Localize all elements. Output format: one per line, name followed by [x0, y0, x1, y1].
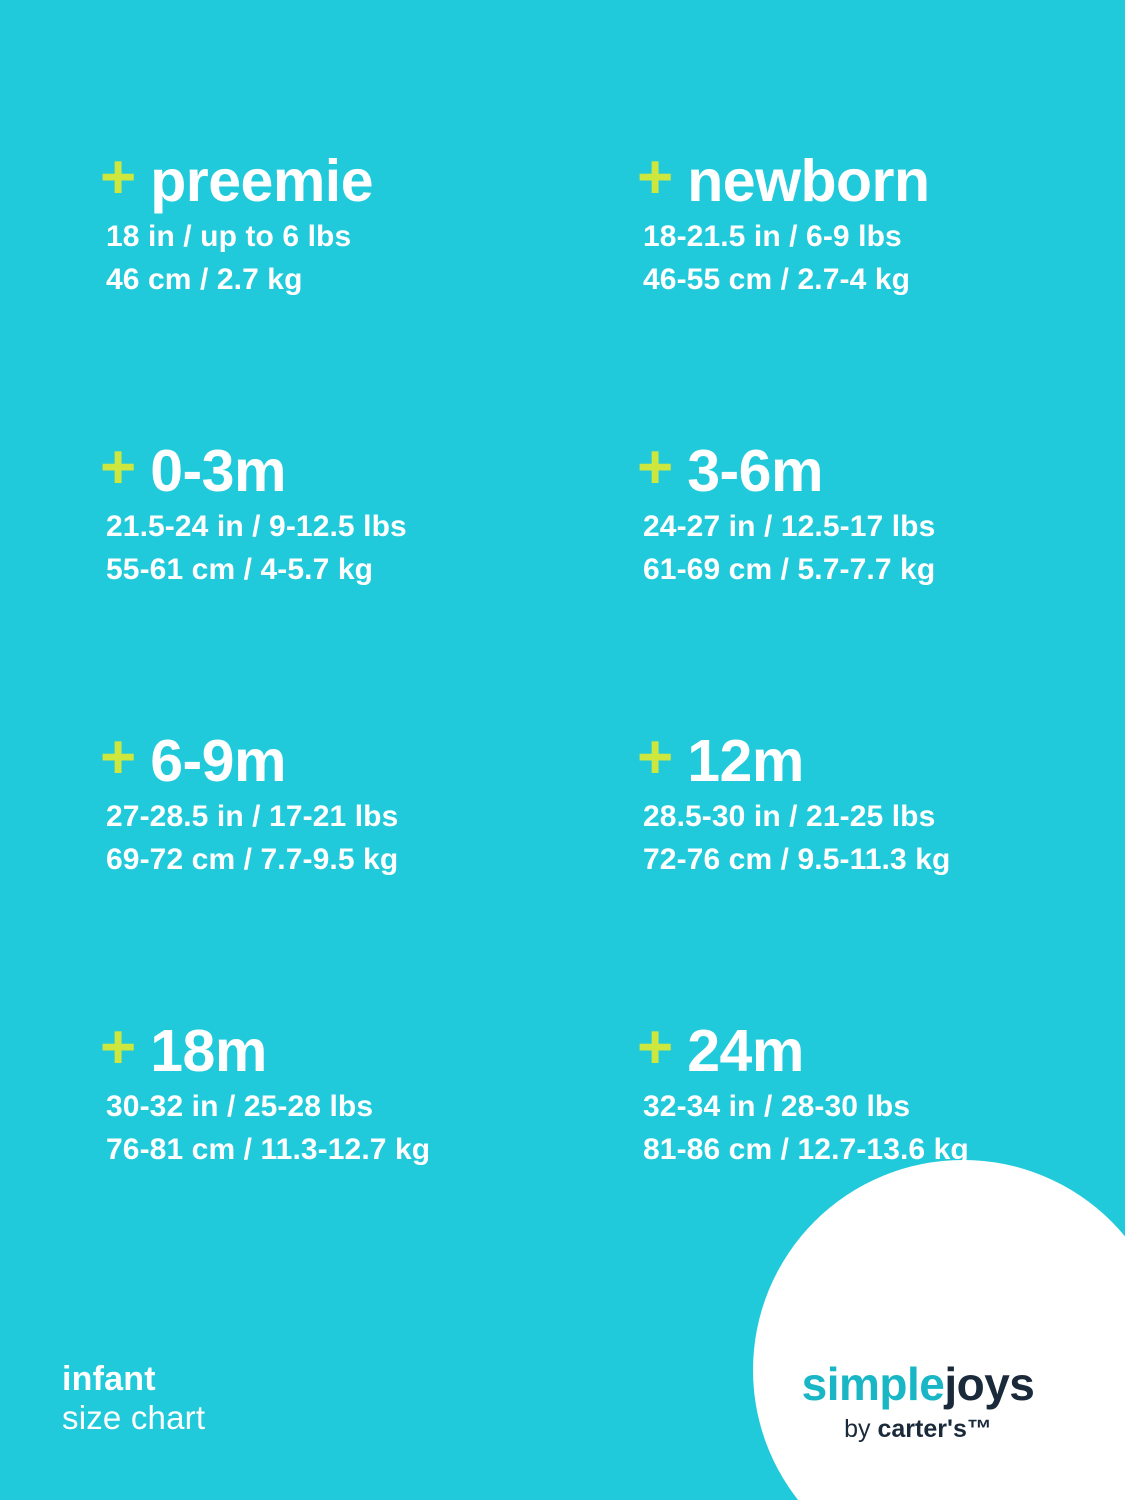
plus-icon: + — [637, 143, 674, 212]
size-name: 6-9m — [150, 727, 286, 794]
size-metric: 76-81 cm / 11.3-12.7 kg — [106, 1132, 431, 1166]
size-name: 3-6m — [687, 437, 823, 504]
size-metric: 46 cm / 2.7 kg — [106, 262, 303, 296]
logo-wordmark — [783, 1358, 1053, 1410]
size-name: preemie — [150, 147, 374, 214]
plus-icon: + — [637, 433, 674, 502]
size-name: 18m — [150, 1017, 267, 1084]
size-metric: 72-76 cm / 9.5-11.3 kg — [643, 842, 951, 876]
size-imperial: 30-32 in / 25-28 lbs — [106, 1090, 374, 1123]
size-entry-3-6m — [545, 433, 1085, 730]
logo-byline — [783, 1417, 1053, 1442]
chart-title-line1: infant — [62, 1359, 156, 1398]
chart-title-line2: size chart — [62, 1399, 206, 1437]
size-imperial: 24-27 in / 12.5-17 lbs — [643, 510, 936, 543]
size-heading — [637, 433, 1085, 504]
plus-icon: + — [637, 1013, 674, 1082]
size-imperial: 21.5-24 in / 9-12.5 lbs — [106, 510, 407, 543]
size-entry-newborn — [545, 143, 1085, 440]
size-entry-preemie — [0, 143, 545, 440]
size-heading — [100, 433, 545, 504]
size-heading — [100, 723, 545, 794]
logo-brand-text: carter's™ — [877, 1415, 992, 1443]
size-imperial: 18-21.5 in / 6-9 lbs — [643, 220, 902, 253]
size-heading — [100, 1013, 545, 1084]
size-metric: 55-61 cm / 4-5.7 kg — [106, 552, 374, 586]
size-name: newborn — [687, 147, 930, 214]
size-name: 12m — [687, 727, 804, 794]
size-metric: 46-55 cm / 2.7-4 kg — [643, 262, 911, 296]
brand-logo — [783, 1358, 1053, 1443]
size-name: 24m — [687, 1017, 804, 1084]
size-heading — [637, 723, 1085, 794]
size-entry-6-9m — [0, 723, 545, 1020]
size-metric: 61-69 cm / 5.7-7.7 kg — [643, 552, 936, 586]
logo-by-text: by — [844, 1415, 878, 1443]
size-entry-12m — [545, 723, 1085, 1020]
size-entry-0-3m — [0, 433, 545, 730]
plus-icon: + — [100, 143, 137, 212]
size-heading — [637, 143, 1085, 214]
size-grid — [0, 143, 1125, 1310]
chart-title — [62, 1359, 205, 1438]
logo-word-simple: simple — [801, 1358, 945, 1410]
size-metric: 69-72 cm / 7.7-9.5 kg — [106, 842, 399, 876]
size-imperial: 18 in / up to 6 lbs — [106, 220, 352, 253]
size-entry-18m — [0, 1013, 545, 1310]
size-heading — [100, 143, 545, 214]
plus-icon: + — [100, 1013, 137, 1082]
size-imperial: 28.5-30 in / 21-25 lbs — [643, 800, 936, 833]
size-heading — [637, 1013, 1085, 1084]
size-imperial: 32-34 in / 28-30 lbs — [643, 1090, 911, 1123]
size-name: 0-3m — [150, 437, 286, 504]
logo-word-joys: joys — [944, 1358, 1035, 1410]
plus-icon: + — [637, 723, 674, 792]
size-imperial: 27-28.5 in / 17-21 lbs — [106, 800, 399, 833]
plus-icon: + — [100, 433, 137, 502]
size-metric: 81-86 cm / 12.7-13.6 kg — [643, 1132, 969, 1166]
plus-icon: + — [100, 723, 137, 792]
